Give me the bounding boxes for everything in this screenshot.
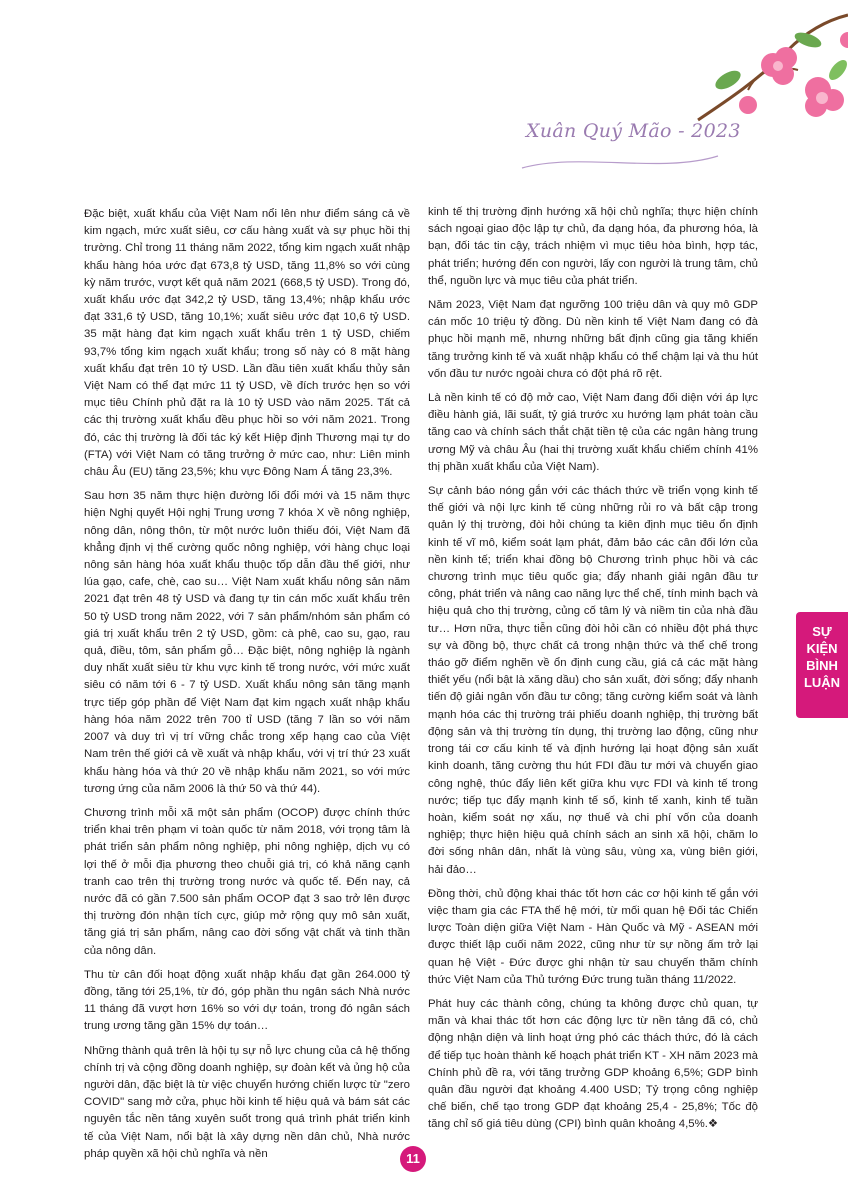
paragraph: Đồng thời, chủ động khai thác tốt hơn các cơ hội kinh tế gắn với việc tham gia các FTA thế hệ mới, từ mối quan hệ Đối tác Chiến lược Toàn diện giữa Việt Nam - Hàn Quốc và Mỹ - ASEAN mới được thiết lập cuối năm 2022, cũng như từ sự nồng ấm trở lại quan hệ Việt - Đức được ghi nhận từ sau chuyến thăm chính thức Việt Nam của Thủ tướng Đức trung tuần tháng 11/2022. bbox=[428, 887, 758, 986]
left-column bbox=[84, 206, 410, 1170]
paragraph: Phát huy các thành công, chúng ta không được chủ quan, tự mãn và khai thác tốt hơn các động lực từ nền tảng đã có, chủ động nhận diện và linh hoạt ứng phó các thách thức, đó là cách để tiếp tục hoàn thành kế hoạch phát triển KT - XH năm 2023 mà Chính phủ đề ra, với tăng trưởng GDP khoảng 6,5%; GDP bình quân đầu người đạt khoảng 4.400 USD; Tỷ trọng công nghiệp chế biến, chế tạo trong GDP đạt khoảng 25,4 - 25,8%; Tốc độ tăng chỉ số giá tiêu dùng (CPI) bình quân khoảng 4,5%.❖ bbox=[428, 997, 758, 1131]
masthead-flourish bbox=[520, 148, 720, 172]
paragraph: Những thành quả trên là hội tụ sự nỗ lực chung của cả hệ thống chính trị và cộng đồng doanh nghiệp, sự đoàn kết và ủng hộ của người dân, đặc biệt là từ việc chuyển hướng chiến lược từ "zero COVID" sang mở cửa, phục hồi kinh tế hiệu quả và bám sát các nguyên tắc nền tảng xuyên suốt trong quá trình phát triển kinh tế của Việt Nam, nổi bật là xây dựng nền dân chủ, Nhà nước pháp quyền xã hội chủ nghĩa và nền bbox=[84, 1044, 410, 1160]
right-column bbox=[428, 204, 758, 1141]
masthead-title: Xuân Quý Mão - 2023 bbox=[526, 120, 741, 142]
paragraph: kinh tế thị trường định hướng xã hội chủ nghĩa; thực hiện chính sách ngoại giao độc lập tự chủ, đa dạng hóa, đa phương hóa, là bạn, đối tác tin cậy, trách nhiệm vì mục tiêu hòa bình, hợp tác, phát triển; hướng đến con người, lấy con người là trung tâm, chủ thể, nguồn lực và mục tiêu của phát triển. bbox=[428, 206, 758, 287]
page-number: 11 bbox=[400, 1146, 426, 1172]
paragraph: Năm 2023, Việt Nam đạt ngưỡng 100 triệu dân và quy mô GDP cán mốc 10 triệu tỷ đồng. Dù nền kinh tế Việt Nam đang có đà phục hồi mạnh mẽ, nhưng những bất định cũng gia tăng khiến tăng trưởng kinh tế và xuất nhập khẩu có thể chậm lại và thu hút vốn đầu tư nước ngoài chưa có đột phá rõ rệt. bbox=[428, 299, 758, 380]
section-tab bbox=[796, 612, 848, 718]
paragraph: Sự cảnh báo nóng gắn với các thách thức về triển vọng kinh tế thế giới và nội lực kinh tế cùng những rủi ro và bất cập trong quản lý thị trường, đòi hỏi chúng ta kiên định mục tiêu ổn định kinh tế vĩ mô, kiểm soát lạm phát, đảm bảo các cân đối lớn của nền kinh tế; triển khai đồng bộ Chương trình phục hồi và các chương trình mục tiêu quốc gia; đẩy nhanh giải ngân đầu tư công, phát triển và nâng cao năng lực thể chế, tính minh bạch và hiệu quả cho thị trường, củng cố tâm lý và niềm tin của nhà đầu tư… Hơn nữa, thực tiễn cũng đòi hỏi cần có nhiều đột phá thực sự và đồng bộ, thực chất cả trong nhận thức và thể chế trong tháo gỡ điểm nghẽn về ổn định cung cầu, giá cả các mặt hàng thiết yếu (nổi bật là xăng dầu) cho sản xuất, đời sống; đẩy nhanh tiến độ giải ngân vốn đầu tư công; tăng cường kiểm soát và lành mạnh hóa các thị trường trái phiếu doanh nghiệp, thị trường bất động sản và thị trường tín dụng, thị trường lao động, cũng như trong tái cơ cấu kinh tế và định hướng lại hoạt động sản xuất kinh doanh, tăng cường thu hút FDI đầu tư mới và chuyển giao công nghệ, thúc đẩy liên kết giữa khu vực FDI và kinh tế trong nước; tiếp tục đẩy mạnh kinh tế số, kinh tế xanh, kinh tế tuần hoàn, kiểm soát nợ xấu, nợ thuế và chi phí vốn của doanh nghiệp; thực hiện hiệu quả chính sách an sinh xã hội, chăm lo đời sống nhân dân, nhất là vùng sâu, vùng xa, vùng biên giới, hải đảo… bbox=[428, 485, 758, 876]
section-tab-line: KIỆN bbox=[806, 641, 838, 656]
paragraph: Sau hơn 35 năm thực hiện đường lối đổi mới và 15 năm thực hiện Nghị quyết Hội nghị Trung ương 7 khóa X về nông nghiệp, nông dân, nông thôn, từ một nước luôn thiếu đói, Việt Nam đã khẳng định vị thế cường quốc nông nghiệp, với hàng chục loại nông sản hàng hóa xuất khẩu thuộc tốp dẫn đầu thế giới, như lúa gạo, cafe, chè, cao su… Việt Nam xuất khẩu nông sản năm 2021 đạt trên 48 tỷ USD và đang tự tin cán mốc xuất khẩu trên 50 tỷ USD trong năm 2022, với 7 sản phẩm/nhóm sản phẩm có giá trị xuất khẩu trên 2 tỷ USD, gồm: cà phê, cao su, gạo, rau quả, điều, tôm, sản phẩm gỗ… Đặc biệt, nông nghiệp là ngành duy nhất xuất siêu từ khu vực kinh tế trong nước, với mức xuất siêu có năm tới 6 - 7 tỷ USD. Xuất khẩu nông sản tăng mạnh trực tiếp góp phần để Việt Nam đạt kim ngạch xuất nhập khẩu hàng hóa năm 2022 trên 700 tỉ USD (tăng 7 lần so với năm 2007 và duy trì vị trí vững chắc trong xếp hạng cao của Việt Nam trên thế giới cả về xuất và nhập khẩu, với vị trí thứ 23 xuất khẩu hàng hóa và thứ 20 về nhập khẩu năm 2021, so với mức tương ứng của năm 2006 là thứ 50 và thứ 44). bbox=[84, 490, 410, 795]
section-tab-line: BÌNH bbox=[806, 658, 838, 673]
blossom-illustration bbox=[688, 10, 848, 130]
section-tab-line: LUẬN bbox=[803, 675, 841, 690]
paragraph: Là nền kinh tế có độ mở cao, Việt Nam đang đối diện với áp lực điều hành giá, lãi suất, tỷ giá trước xu hướng lạm phát toàn cầu tăng cao và chính sách thắt chặt tiền tệ của các ngân hàng trung ương Mỹ và châu Âu (hai thị trường xuất khẩu chiếm chính 41% thị phần xuất khẩu của Việt Nam). bbox=[428, 392, 758, 473]
paragraph: Đặc biệt, xuất khẩu của Việt Nam nổi lên như điểm sáng cả về kim ngạch, mức xuất siêu, cơ cấu hàng xuất và sự phục hồi thị trường. Chỉ trong 11 tháng năm 2022, tổng kim ngạch xuất nhập khẩu hàng hóa ước đạt 673,8 tỷ USD, tăng 11,8% so với cùng kỳ năm trước, vượt kết quả năm 2021 (668,5 tỷ USD). Trong đó, xuất khẩu ước đạt 342,2 tỷ USD, tăng 13,4%; nhập khẩu ước đạt 331,6 tỷ USD, tăng 10,1%; xuất siêu ước đạt 10,6 tỷ USD. 35 mặt hàng đạt kim ngạch xuất khẩu trên 1 tỷ USD, chiếm 93,7% tổng kim ngạch xuất khẩu; trong số này có 8 mặt hàng xuất khẩu đạt trên 10 tỷ USD. Lần đầu tiên xuất khẩu thủy sản Việt Nam có thể đạt mức 11 tỷ USD, về đích trước hẹn so với mục tiêu Chính phủ đặt ra là 10 tỷ USD vào năm 2025. Tất cả các thị trường xuất khẩu đều phục hồi so với năm 2021. Trong đó, các thị trường là đối tác ký kết Hiệp định Thương mại tự do (FTA) với Việt Nam có tăng trưởng ở mức cao, như: Liên minh châu Âu (EU) tăng 23,5%; khu vực Đông Nam Á tăng 23,3%. bbox=[84, 208, 410, 479]
section-tab-line: SỰ bbox=[812, 624, 832, 639]
paragraph: Chương trình mỗi xã một sản phẩm (OCOP) được chính thức triển khai trên phạm vi toàn quốc từ năm 2018, với trọng tâm là phát triển sản phẩm nông nghiệp, phi nông nghiệp, dịch vụ có lợi thế ở mỗi địa phương theo chuỗi giá trị, có khả năng cạnh tranh cao trên thị trường trong nước và quốc tế. Đến nay, cả nước đã có gần 7.500 sản phẩm OCOP đạt 3 sao trở lên được thị trường đón nhận tích cực, giúp mở rộng quy mô sản xuất, tăng giá trị sản phẩm, nâng cao đời sống vật chất và tinh thần của nông dân. bbox=[84, 806, 410, 957]
paragraph: Thu từ cân đối hoạt động xuất nhập khẩu đạt gần 264.000 tỷ đồng, tăng tới 25,1%, từ đó, góp phần thu ngân sách Nhà nước 11 tháng đã vượt hơn 16% so với dự toán, trong đó ngân sách trung ương tăng gần 15% dự toán… bbox=[84, 968, 410, 1033]
